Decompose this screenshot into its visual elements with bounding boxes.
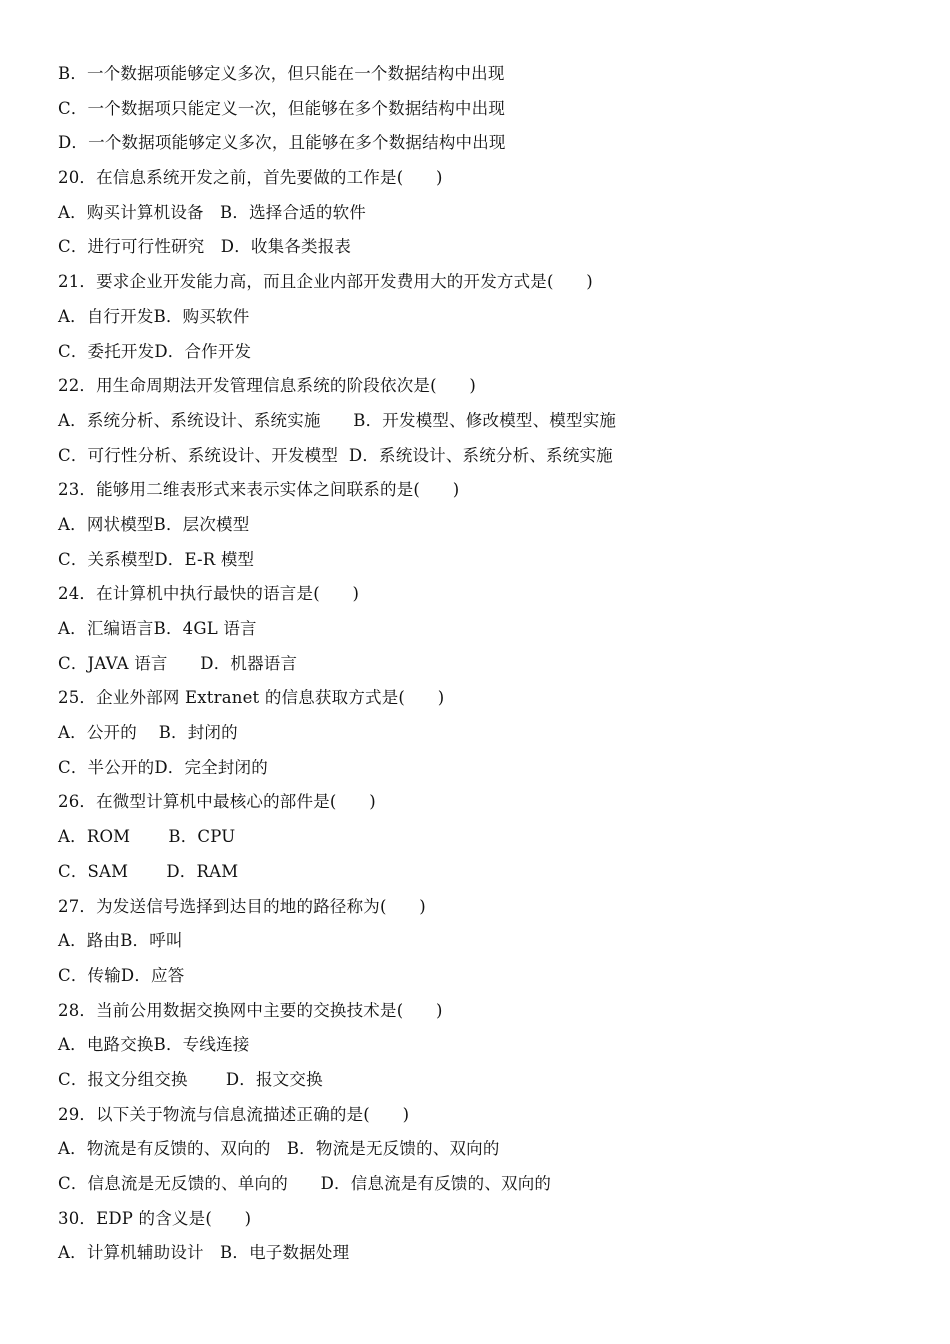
options-20-cd: C．进行可行性研究 D．收集各类报表 [58, 237, 352, 257]
options-23-cd: C．关系模型D．E-R 模型 [58, 549, 255, 569]
options-27-ab: A．路由B．呼叫 [58, 931, 183, 951]
options-22-ab: A．系统分析、系统设计、系统实施 B．开发模型、修改模型、模型实施 [58, 410, 617, 430]
question-29: 29．以下关于物流与信息流描述正确的是( ) [58, 1104, 410, 1124]
question-27: 27．为发送信号选择到达目的地的路径称为( ) [58, 896, 426, 916]
options-28-cd: C．报文分组交换 D．报文交换 [58, 1069, 323, 1089]
options-20-ab: A．购买计算机设备 B．选择合适的软件 [58, 202, 366, 222]
question-26: 26．在微型计算机中最核心的部件是( ) [58, 792, 376, 812]
question-22: 22．用生命周期法开发管理信息系统的阶段依次是( ) [58, 376, 477, 396]
option-19-c: C．一个数据项只能定义一次，但能够在多个数据结构中出现 [58, 98, 506, 118]
options-29-ab: A．物流是有反馈的、双向的 B．物流是无反馈的、双向的 [58, 1139, 500, 1159]
options-27-cd: C．传输D．应答 [58, 965, 185, 985]
question-23: 23．能够用二维表形式来表示实体之间联系的是( ) [58, 480, 460, 500]
question-30: 30．EDP 的含义是( ) [58, 1208, 252, 1228]
question-24: 24．在计算机中执行最快的语言是( ) [58, 584, 360, 604]
options-24-ab: A．汇编语言B．4GL 语言 [58, 619, 257, 638]
question-20: 20．在信息系统开发之前，首先要做的工作是( ) [58, 168, 443, 188]
option-19-d: D．一个数据项能够定义多次，且能够在多个数据结构中出现 [58, 133, 506, 153]
question-28: 28．当前公用数据交换网中主要的交换技术是( ) [58, 1000, 443, 1020]
question-21: 21．要求企业开发能力高，而且企业内部开发费用大的开发方式是( ) [58, 272, 593, 292]
options-21-ab: A．自行开发B．购买软件 [58, 306, 250, 326]
options-22-cd: C．可行性分析、系统设计、开发模型 D．系统设计、系统分析、系统实施 [58, 445, 613, 465]
options-28-ab: A．电路交换B．专线连接 [58, 1035, 250, 1055]
options-26-ab: A．ROM B．CPU [58, 827, 236, 847]
document-page [58, 57, 918, 1271]
options-25-ab: A．公开的 B．封闭的 [58, 723, 238, 743]
options-25-cd: C．半公开的D．完全封闭的 [58, 757, 268, 777]
options-30-ab: A．计算机辅助设计 B．电子数据处理 [58, 1243, 350, 1263]
options-26-cd: C．SAM D．RAM [58, 861, 239, 881]
question-25: 25．企业外部网 Extranet 的信息获取方式是( ) [58, 688, 445, 708]
option-19-b: B．一个数据项能够定义多次，但只能在一个数据结构中出现 [58, 64, 505, 83]
options-29-cd: C．信息流是无反馈的、单向的 D．信息流是有反馈的、双向的 [58, 1174, 552, 1193]
options-21-cd: C．委托开发D．合作开发 [58, 341, 252, 361]
options-24-cd: C．JAVA 语言 D．机器语言 [58, 653, 298, 673]
options-23-ab: A．网状模型B．层次模型 [58, 514, 250, 534]
